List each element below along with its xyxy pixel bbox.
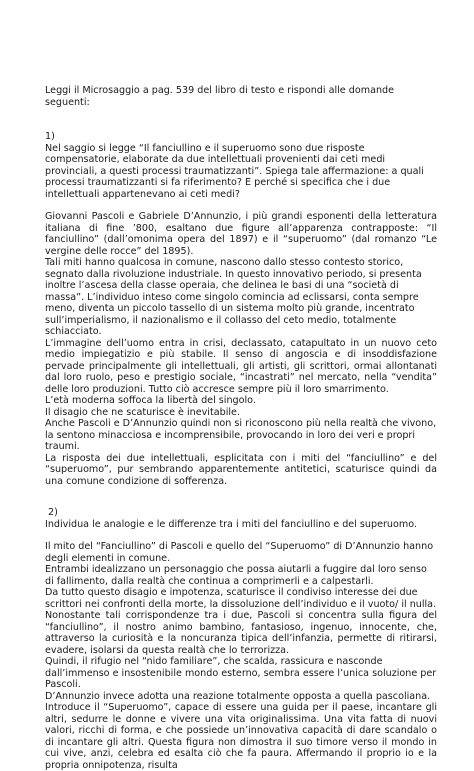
answer-2-paragraph-5: Quindi, il rifugio nel “nido familiare”, che scalda, rassicura e nasconde dall’immenso e insostenibile mondo esterno, sembra essere l’unica soluzione per Pascoli. xyxy=(45,656,437,690)
answer-2-paragraph-2: Entrambi idealizzano un personaggio che possa aiutarli a fuggire dal loro senso di fallimento, dalla realtà che continua a comprimerli e a calpestarli. xyxy=(45,564,427,587)
instruction: Leggi il Microsaggio a pag. 539 del libro di testo e rispondi alle domande seguenti: xyxy=(45,85,395,108)
answer-1-paragraph-3: L’immagine dell’uomo entra in crisi, declassato, catapultato in un nuovo ceto medio impiegatizio e più stabile. Il senso di angoscia e di insoddisfazione pervade principalmente gli intellettuali, gli artisti, gli scrittori, ormai allontanati dal loro ruolo, peso e prestigio sociale, “incastrati” nel mercato, nella “vendita” delle loro produzioni. Tutto ciò accresce sempre più il loro smarrimento. xyxy=(45,337,437,395)
answer-1-paragraph-2: Tali miti hanno qualcosa in comune, nascono dallo stesso contesto storico, segnato dalla rivoluzione industriale. In questo innovativo periodo, si presenta inoltre l’ascesa della classe operaia, che delinea le basi di una “società di massa”. L’individuo inteso come singolo comincia ad eclissarsi, conta sempre meno, diventa un piccolo tassello di un sistema molto più grande, incentrato sull’imperialismo, il nazionalismo e il collasso del ceto medio, totalmente schiacciato. xyxy=(45,257,422,337)
question-1-number: 1) xyxy=(45,131,55,142)
question-2-section xyxy=(45,507,437,771)
question-1-text: Nel saggio si legge “Il fanciullino e il superuomo sono due risposte compensatorie, elaborate da due intellettuali provenienti dai ceti medi provinciali, a questi processi traumatizzanti”. Spiega tale affermazione: a quali processi traumatizzanti si fa riferimento? E perché si specifica che i due intellettuali appartenevano ai ceti medi? xyxy=(45,142,424,200)
answer-2-paragraph-4: Nonostante tali corrispondenze tra i due, Pascoli si concentra sulla figura del “fanciullino”, il nostro animo bambino, fantasioso, ingenuo, innocente, che, attraverso la curiosità e la noncuranza tipica dell’infanzia, permette di ritirarsi, evadere, isolarsi da questa realtà che lo terrorizza. xyxy=(45,610,437,656)
answer-2-paragraph-1: Il mito del “Fanciullino” di Pascoli e quello del “Superuomo” di D’Annunzio hanno degli elementi in comune. xyxy=(45,541,434,564)
question-1-section xyxy=(45,131,437,487)
answer-2-paragraph-6: D’Annunzio invece adotta una reazione totalmente opposta a quella pascoliana. xyxy=(45,690,431,702)
question-2-text: Individua le analogie e le differenze tra i miti del fanciullino e del superuomo. xyxy=(45,518,417,530)
answer-1-paragraph-1: Giovanni Pascoli e Gabriele D’Annunzio, i più grandi esponenti della letteratura italiana di fine ’800, esaltano due figure all’apparenza contrapposte: “Il fanciullino” (dall’omonima opera del 1897) e il “superuomo” (dal romanzo “Le vergine delle rocce” del 1895). xyxy=(45,211,437,257)
question-2-number: 2) xyxy=(48,507,58,518)
answer-2-paragraph-7: Introduce il “Superuomo”, capace di essere una guida per il paese, incantare gli altri, sedurre le donne e vivere una vita originalissima. Una vita fatta di nuovi valori, ricchi di forma, e che possiede un’innovativa capacità di dare scandalo o di incantare gli altri. Questa figura non dimostra il suo timore verso il mondo in cui vive, anzi, celebra ed esalta ciò che fa paura. Affermando il proprio io e la propria onnipotenza, risulta xyxy=(45,702,437,771)
answer-1-paragraph-5: Il disagio che ne scaturisce è inevitabile. xyxy=(45,406,240,418)
answer-2-paragraph-3: Da tutto questo disagio e impotenza, scaturisce il condiviso interesse dei due scrittori nei confronti della morte, la dissoluzione dell’individuo e il vuoto/ il nulla. xyxy=(45,587,437,610)
answer-1-paragraph-7: La risposta dei due intellettuali, esplicitata con i miti del “fanciullino” e del “superuomo”, pur sembrando apparentemente antitetici, scaturisce quindi da una comune condizione di sofferenza. xyxy=(45,452,437,487)
answer-1-paragraph-6: Anche Pascoli e D’Annunzio quindi non si riconoscono più nella realtà che vivono, la sentono minacciosa e incomprensibile, provocando in loro dei veri e propri traumi. xyxy=(45,418,437,452)
answer-1-paragraph-4: L’età moderna soffoca la libertà del singolo. xyxy=(45,395,256,406)
